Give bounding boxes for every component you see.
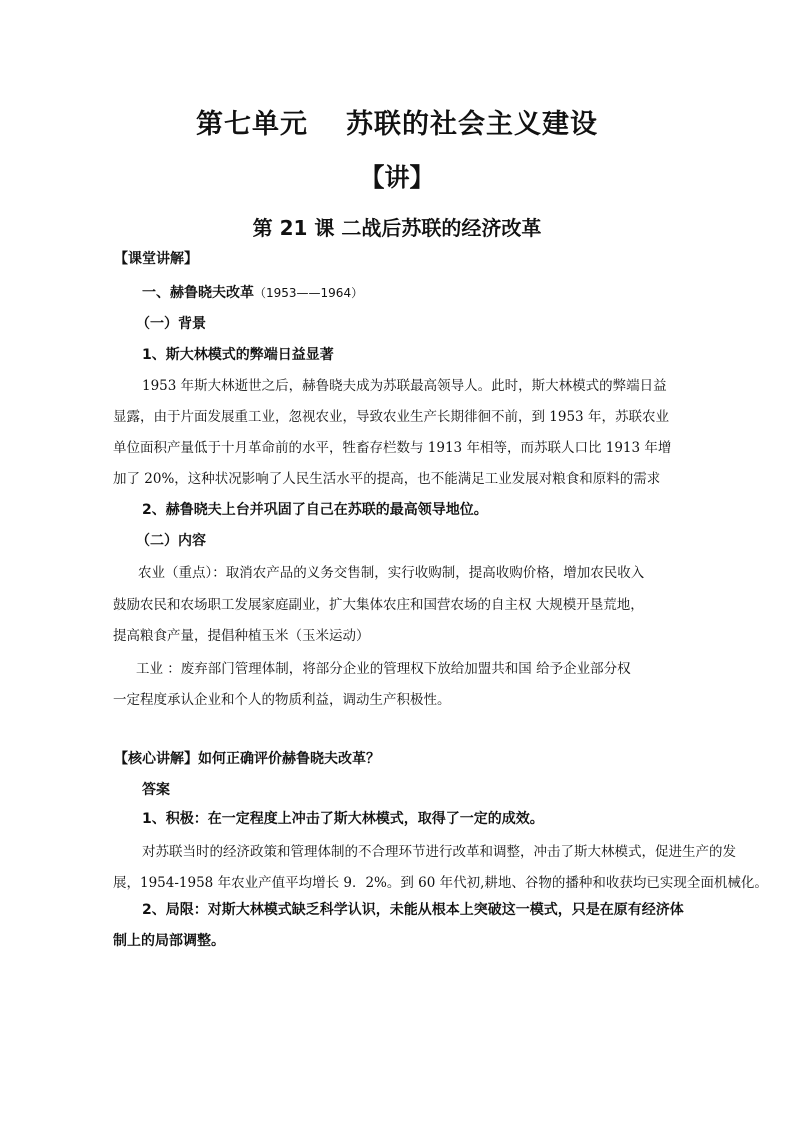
section-label: 【课堂讲解】 — [114, 251, 198, 267]
unit-title-text: 苏联的社会主义建设 — [346, 109, 598, 140]
heading-years: （1953——1964） — [254, 286, 364, 300]
lesson-title: 第 21 课 二战后苏联的经济改革 — [252, 216, 542, 240]
point-2-heading: 2、赫鲁晓夫上台并巩固了自己在苏联的最高领导地位。 — [142, 502, 488, 518]
para1-line: 加了 20%，这种状况影响了人民生活水平的提高，也不能满足工业发展对粮食和原料的需求 — [113, 471, 661, 487]
answer-label: 答案 — [142, 782, 170, 798]
para1-line: 单位面积产量低于十月革命前的水平，牲畜存栏数与 1913 年相等，而苏联人口比 1913 年增 — [113, 440, 672, 456]
agri-line: 鼓励农民和农场职工发展家庭副业，扩大集体农庄和国营农场的自主权 大规模开垦荒地， — [113, 597, 644, 613]
limit-line: 2、局限：对斯大林模式缺乏科学认识，未能从根本上突破这一模式，只是在原有经济体 — [142, 902, 684, 918]
heading-content: （二）内容 — [136, 533, 206, 549]
industry-line: 工业 ：废弃部门管理体制，将部分企业的管理权下放给加盟共和国 给予企业部分权 — [136, 661, 631, 677]
industry-line: 一定程度承认企业和个人的物质利益，调动生产积极性。 — [113, 692, 451, 708]
heading-background: （一）背景 — [136, 316, 206, 332]
positive-heading: 1、积极：在一定程度上冲击了斯大林模式，取得了一定的成效。 — [142, 811, 544, 827]
core-question: 如何正确评价赫鲁晓夫改革？ — [198, 751, 380, 767]
core-label: 【核心讲解】 — [114, 751, 198, 767]
heading-text: 一、赫鲁晓夫改革 — [142, 285, 254, 301]
point-1-heading: 1、斯大林模式的弊端日益显著 — [142, 347, 334, 363]
faint-watermark — [630, 760, 637, 785]
unit-title — [0, 102, 794, 141]
unit-title-number: 第七单元 — [196, 109, 308, 140]
limit-line: 制上的局部调整。 — [113, 933, 225, 949]
positive-line: 对苏联当时的经济政策和管理体制的不合理环节进行改革和调整，冲击了斯大林模式，促进生产的发 — [142, 844, 736, 860]
heading-khrushchev-reform — [142, 282, 363, 302]
core-heading — [114, 748, 380, 768]
jiang-heading: 【讲】 — [359, 163, 435, 192]
agri-line: 提高粮食产量，提倡种植玉米（玉米运动） — [113, 628, 370, 644]
para1-line: 显露，由于片面发展重工业，忽视农业，导致农业生产长期徘徊不前，到 1953 年，苏联农业 — [113, 409, 669, 425]
para1-line: 1953 年斯大林逝世之后，赫鲁晓夫成为苏联最高领导人。此时，斯大林模式的弊端日益 — [142, 378, 667, 394]
positive-line: 展，1954-1958 年农业产值平均增长 9．2%。到 60 年代初,耕地、谷物的播种和收获均已实现全面机械化。 — [113, 875, 768, 891]
agri-line: 农业（重点）：取消农产品的义务交售制，实行收购制，提高收购价格，增加农民收入 — [138, 565, 645, 581]
